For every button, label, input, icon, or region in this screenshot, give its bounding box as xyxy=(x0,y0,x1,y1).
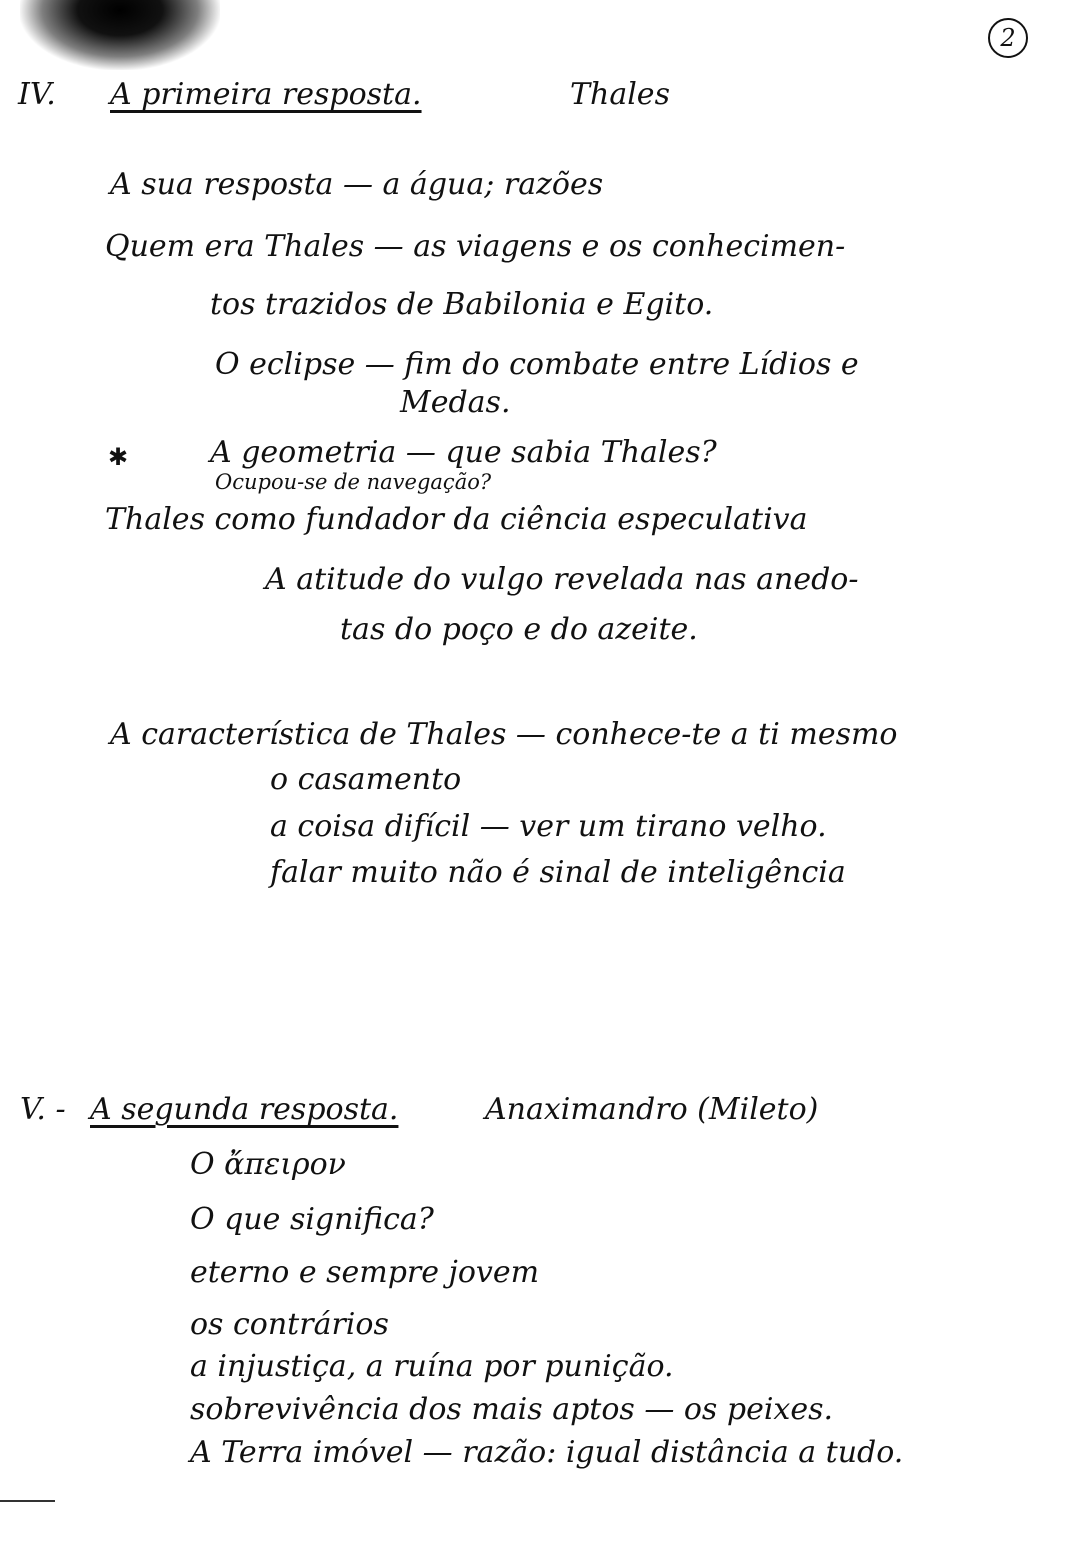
note-line: o casamento xyxy=(270,762,462,797)
note-line: tas do poço e do azeite. xyxy=(340,612,698,647)
note-line: A Terra imóvel — razão: igual distância a tudo. xyxy=(190,1435,904,1470)
note-line: a coisa difícil — ver um tirano velho. xyxy=(270,809,827,844)
note-line: A característica de Thales — conhece-te a ti mesmo xyxy=(110,717,898,752)
note-line: A sua resposta — a água; razões xyxy=(110,167,604,202)
note-line: Medas. xyxy=(400,385,511,420)
section-iv-numeral: IV. xyxy=(18,77,56,112)
ink-smudge xyxy=(20,0,220,70)
note-line: falar muito não é sinal de inteligência xyxy=(270,855,846,890)
section-v-title: A segunda resposta. xyxy=(90,1092,399,1127)
note-line: a injustiça, a ruína por punição. xyxy=(190,1349,674,1384)
section-iv-title: A primeira resposta. xyxy=(110,77,422,112)
section-v-numeral: V. - xyxy=(20,1092,66,1127)
page-number: 2 xyxy=(988,18,1028,58)
note-line: Ocupou-se de navegação? xyxy=(215,470,492,494)
note-line: O ἄπειρον xyxy=(190,1147,346,1182)
note-line: Quem era Thales — as viagens e os conhecimen- xyxy=(105,229,846,264)
note-line: O que significa? xyxy=(190,1202,434,1237)
scan-edge-mark xyxy=(0,1500,55,1502)
note-line: Thales como fundador da ciência especulativa xyxy=(105,502,808,537)
section-iv-subject: Thales xyxy=(570,77,670,112)
note-line: tos trazidos de Babilonia e Egito. xyxy=(210,287,714,322)
note-line: os contrários xyxy=(190,1307,389,1342)
note-line: A geometria — que sabia Thales? xyxy=(210,435,717,470)
note-line: O eclipse — fim do combate entre Lídios e xyxy=(215,347,859,382)
section-v-subject: Anaximandro (Mileto) xyxy=(485,1092,819,1127)
note-line: A atitude do vulgo revelada nas anedo- xyxy=(265,562,859,597)
bullet-mark: ✱ xyxy=(108,443,129,471)
note-line: eterno e sempre jovem xyxy=(190,1255,540,1290)
note-line: sobrevivência dos mais aptos — os peixes. xyxy=(190,1392,834,1427)
